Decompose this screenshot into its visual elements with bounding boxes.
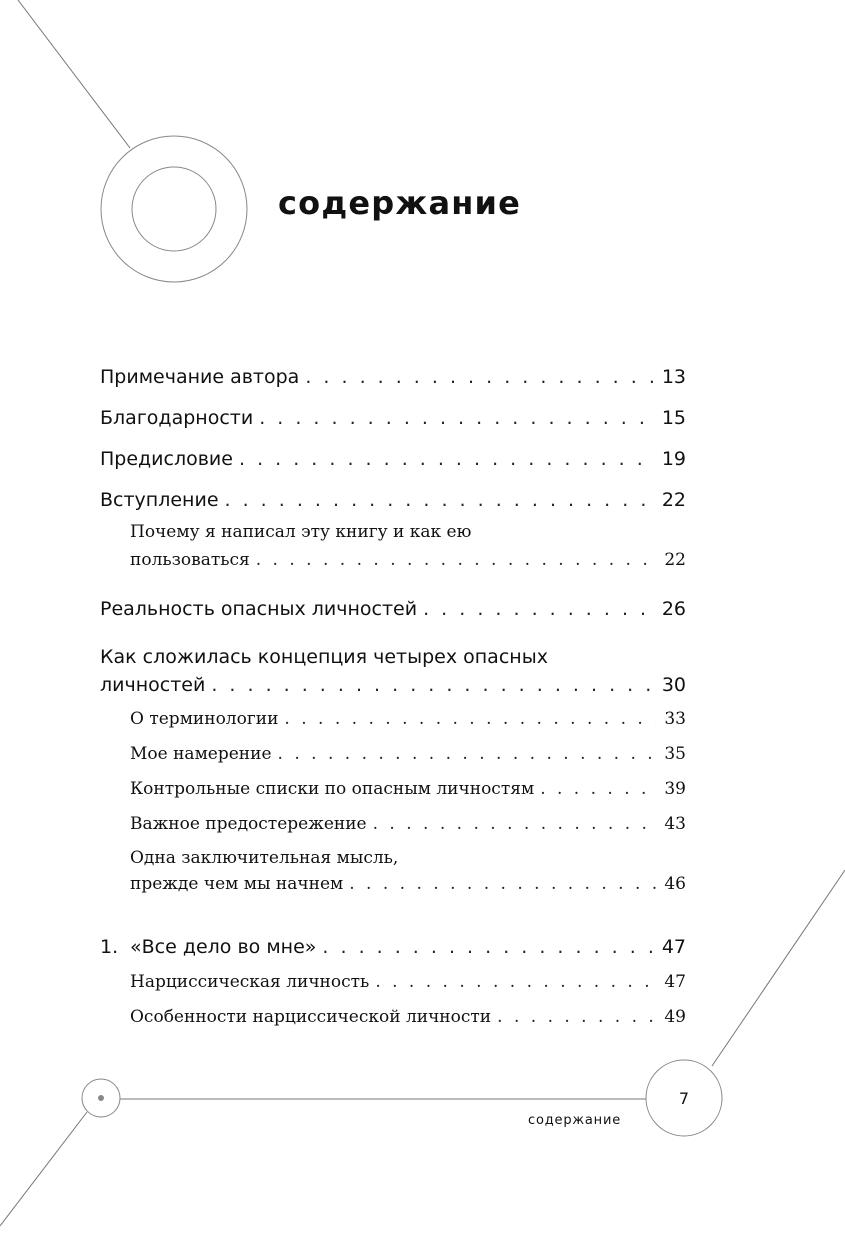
diagonal-line-top xyxy=(18,0,130,148)
toc-entry-page: 43 xyxy=(664,814,686,834)
toc-entry-acknowledgments[interactable] xyxy=(100,407,686,429)
toc-entry-page: 39 xyxy=(664,779,686,799)
toc-entry-page: 49 xyxy=(664,1007,686,1027)
toc-entry-label: Благодарности xyxy=(100,407,254,429)
dot-leader xyxy=(219,489,656,511)
diagonal-line-right xyxy=(712,870,845,1066)
dot-leader xyxy=(278,709,656,729)
toc-entry-page: 30 xyxy=(661,674,686,696)
toc-entry-label: Предисловие xyxy=(100,448,233,470)
toc-entry-label: Контрольные списки по опасным личностям xyxy=(130,779,535,799)
toc-entry-label-line1: Как сложилась концепция четырех опасных xyxy=(100,646,548,668)
toc-entry-label: Особенности нарциссической личности xyxy=(130,1007,492,1027)
toc-subentry-warning[interactable] xyxy=(130,814,686,834)
toc-entry-page: 15 xyxy=(661,407,686,429)
toc-subentry-narcissistic[interactable] xyxy=(130,972,686,992)
toc-entry-page: 26 xyxy=(661,598,686,620)
toc-entry-page: 33 xyxy=(664,709,686,729)
dot-leader xyxy=(343,874,656,894)
dot-leader xyxy=(299,366,656,388)
dot-leader xyxy=(272,744,656,764)
toc-subentry-why-written[interactable] xyxy=(130,522,686,570)
toc-entry-page: 35 xyxy=(664,744,686,764)
toc-entry-label-line1: Одна заключительная мысль, xyxy=(130,848,399,868)
dot-leader xyxy=(316,936,656,958)
toc-entry-page: 47 xyxy=(664,972,686,992)
toc-entry-page: 46 xyxy=(664,874,686,894)
toc-entry-page: 13 xyxy=(661,366,686,388)
dot-leader xyxy=(233,448,656,470)
toc-subentry-final-thought[interactable] xyxy=(130,848,686,894)
toc-entry-page: 47 xyxy=(661,936,686,958)
toc-entry-foreword[interactable] xyxy=(100,448,686,470)
toc-entry-label: О терминологии xyxy=(130,709,279,729)
dot-leader xyxy=(534,779,656,799)
toc-entry-label: Важное предостережение xyxy=(130,814,367,834)
toc-entry-label-line1: Почему я написал эту книгу и как ею xyxy=(130,522,472,542)
toc-entry-label: «Все дело во мне» xyxy=(130,936,317,958)
dot-leader xyxy=(253,407,656,429)
dot-leader xyxy=(367,814,656,834)
toc-entry-label: Нарциссическая личность xyxy=(130,972,370,992)
toc-entry-label-line2: пользоваться xyxy=(130,550,250,570)
toc-entry-author-note[interactable] xyxy=(100,366,686,388)
toc-entry-label: Примечание автора xyxy=(100,366,300,388)
dot-leader xyxy=(417,598,656,620)
toc-subentry-terminology[interactable] xyxy=(130,709,686,729)
toc-entry-label: Мое намерение xyxy=(130,744,272,764)
toc-entry-chapter-1[interactable] xyxy=(100,936,686,958)
dot-leader xyxy=(250,550,656,570)
toc-subentry-checklists[interactable] xyxy=(130,779,686,799)
toc-entry-page: 22 xyxy=(661,489,686,511)
toc-subentry-features[interactable] xyxy=(130,1007,686,1027)
toc-entry-concept[interactable] xyxy=(100,646,686,696)
toc-entry-label: Вступление xyxy=(100,489,219,511)
dot-leader xyxy=(369,972,656,992)
toc-entry-label-line2: прежде чем мы начнем xyxy=(130,874,344,894)
dot-leader xyxy=(491,1007,656,1027)
dot-leader xyxy=(205,674,656,696)
dot-icon xyxy=(98,1095,104,1101)
toc-entry-introduction[interactable] xyxy=(100,489,686,511)
page-number: 7 xyxy=(678,1088,690,1108)
toc-entry-page: 22 xyxy=(664,550,686,570)
toc-subentry-intention[interactable] xyxy=(130,744,686,764)
toc-entry-reality[interactable] xyxy=(100,598,686,620)
chapter-number: 1. xyxy=(100,936,119,958)
outer-circle-icon xyxy=(101,136,247,282)
diagonal-line-bottom xyxy=(0,1112,87,1226)
page-title: содержание xyxy=(278,184,522,222)
toc-entry-page: 19 xyxy=(661,448,686,470)
running-head: содержание xyxy=(528,1113,621,1128)
toc-entry-label-line2: личностей xyxy=(100,674,206,696)
toc-entry-label: Реальность опасных личностей xyxy=(100,598,418,620)
inner-circle-icon xyxy=(132,167,216,251)
